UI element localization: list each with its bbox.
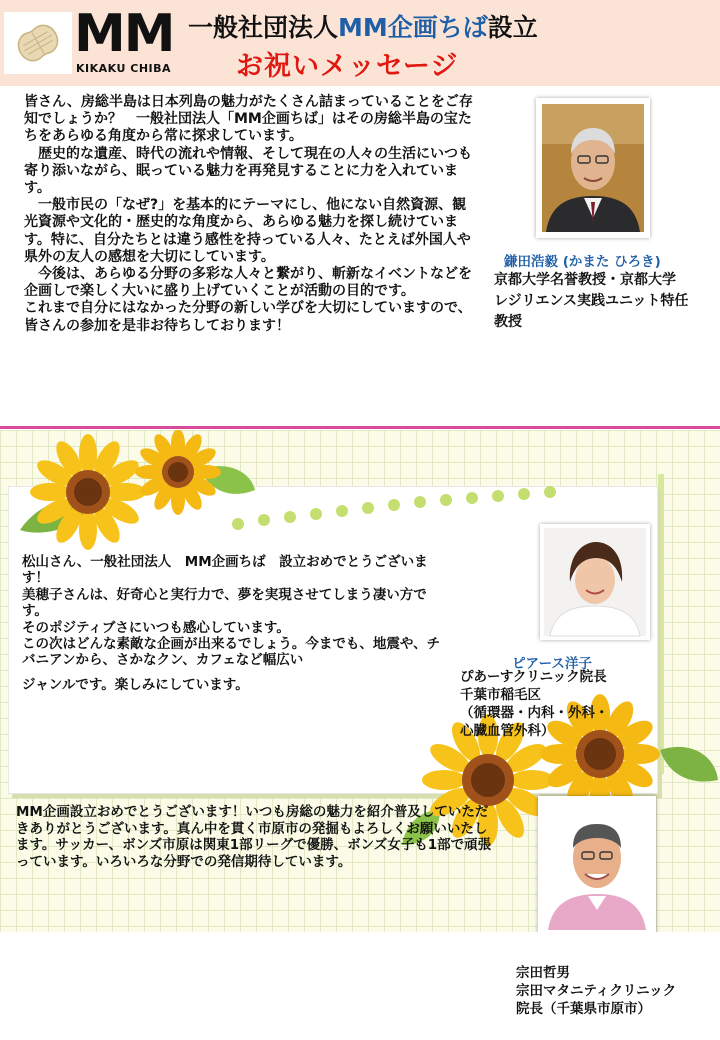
person-portrait-icon: [536, 98, 650, 238]
title-line: 京都大学名誉教授・京都大学: [494, 272, 676, 288]
header-banner: [0, 0, 720, 86]
message-2-body: [22, 554, 452, 693]
person-info-muneta: [516, 964, 716, 1018]
message-2-paragraph: ジャンルです。楽しみにしています。: [22, 676, 249, 693]
person-name-kamata: 鎌田浩毅 (かまた ひろき): [504, 254, 661, 270]
portrait-pierce: [540, 524, 650, 640]
title-suffix: 設立: [487, 13, 538, 42]
page-subtitle: お祝いメッセージ: [236, 51, 459, 82]
portrait-kamata: [536, 98, 650, 238]
message-2-paragraph: 美穂子さんは、好奇心と実行力で、夢を実現させてしまう凄い方です。: [22, 586, 427, 620]
message-1-paragraph: 歴史的な遺産、時代の流れや情報、そして現在の人々の生活にいつも寄り添いながら、眠っている魅力を再発見することに力を入れています。: [24, 145, 472, 197]
page-title: [188, 8, 538, 44]
title-prefix: 一般社団法人: [188, 13, 339, 42]
person-title-kamata: [494, 270, 714, 333]
message-1-paragraph: 一般市民の「なぜ?」を基本的にテーマにし、他にない自然資源、観光資源や文化的・歴史的な角度から、あらゆる魅力を探し続けています。特に、自分たちとは違う感性を持っている人々、たとえば外国人や県外の友人の感想を大切にしています。: [24, 197, 471, 265]
message-1-paragraph: これまで自分にはなかった分野の新しい学びを大切にしていますので、 皆さんの参加を是非お待ちしております！: [24, 300, 472, 334]
sunflower-icon: [10, 430, 260, 550]
info-line: 宗田マタニティクリニック: [516, 983, 677, 999]
title-line: 心臓血管外科）: [460, 723, 555, 739]
person-portrait-icon: [540, 524, 650, 640]
logo-mark: MM: [74, 4, 174, 64]
message-1-paragraph: 今後は、あらゆる分野の多彩な人々と繋がり、斬新なイベントなどを企画しで楽しく大いに盛り上げていくことが活動の目的です。: [24, 266, 472, 300]
portrait-muneta: [538, 796, 656, 934]
message-2-paragraph: 松山さん、一般社団法人 MM企画ちば 設立おめでとうございます！: [22, 554, 428, 587]
person-portrait-icon: [538, 796, 656, 934]
info-line: 宗田哲男: [516, 965, 570, 981]
peanut-logo-icon: [4, 12, 72, 74]
message-1-paragraph: 皆さん、房総半島は日本列島の魅力がたくさん詰まっていることをご存知でしょうか？ 一般社団法人「MM企画ちば」はその房総半島の宝たちをあらゆる角度から常に探求しています。: [24, 94, 473, 145]
logo-wordmark: [74, 4, 178, 78]
title-line: 千葉市稲毛区: [460, 687, 541, 703]
message-3-body: MM企画設立おめでとうございます！いつも房総の魅力を紹介普及していただきありがとうございます。真ん中を貫く市原市の発掘もよろしくお願いいたします。サッカー、ボンズ市原は関東1部リーグで優勝、ボンズ女子も1部で頑張っています。いろいろな分野での発信期待しています。: [16, 804, 492, 870]
title-line: ぴあーすクリニック院長: [460, 669, 607, 685]
title-line: レジリエンス実践ユニット特任: [494, 293, 689, 309]
section-divider: [0, 426, 720, 429]
info-line: 院長（千葉県市原市）: [516, 1001, 651, 1017]
person-title-pierce: [460, 668, 670, 740]
message-2-paragraph: そのポジティブさにいつも感心しています。: [22, 619, 290, 636]
title-line: 教授: [494, 314, 522, 330]
message-2-paragraph: この次はどんな素敵な企画が出来るでしょう。今までも、地震や、チバニアンから、さかなクン、カフェなど幅広い: [22, 636, 441, 669]
person-name-pierce: ピアース洋子: [512, 656, 592, 672]
title-line: （循環器・内科・外科・: [460, 705, 609, 721]
title-organization: MM企画ちば: [338, 13, 488, 42]
message-1-body: [24, 94, 474, 335]
logo-subtext: KIKAKU CHIBA: [76, 62, 172, 75]
